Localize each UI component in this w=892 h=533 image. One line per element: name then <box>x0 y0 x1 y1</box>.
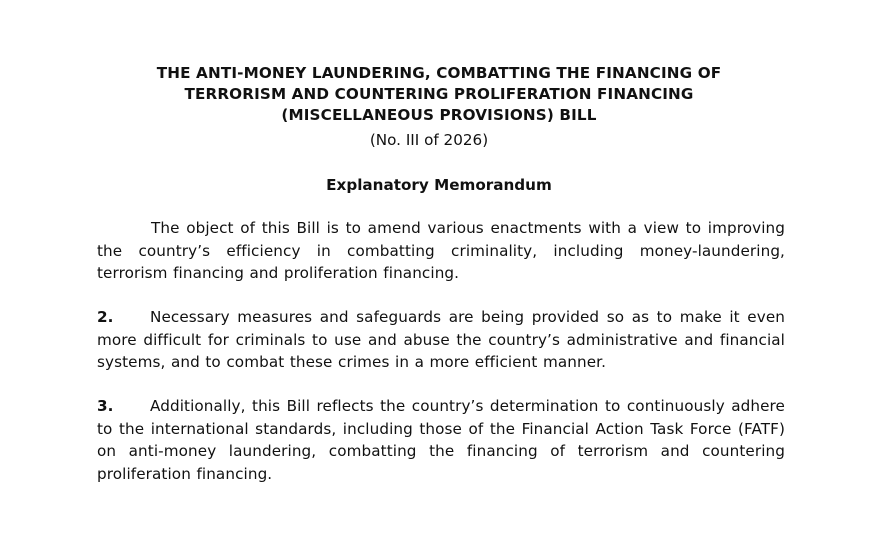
bill-title-line-1: THE ANTI-MONEY LAUNDERING, COMBATTING THE FINANCING OF <box>156 64 722 82</box>
paragraph-2 <box>97 306 785 374</box>
bill-title-line-2: TERRORISM AND COUNTERING PROLIFERATION FINANCING <box>184 85 694 103</box>
paragraph-2-text: Necessary measures and safeguards are being provided so as to make it even more difficult for criminals to use and abuse the country’s administrative and financial systems, and to combat these crimes in a more efficient manner. <box>97 308 785 371</box>
paragraph-1 <box>97 217 785 285</box>
paragraph-3-number: 3. <box>97 397 114 415</box>
bill-title <box>0 63 878 126</box>
bill-title-line-3: (MISCELLANEOUS PROVISIONS) BILL <box>281 106 597 124</box>
paragraph-2-number: 2. <box>97 308 114 326</box>
section-heading: Explanatory Memorandum <box>326 176 552 194</box>
paragraph-1-text: The object of this Bill is to amend various enactments with a view to improving the country’s efficiency in combatting criminality, including money-laundering, terrorism financing and proliferation financing. <box>97 219 785 282</box>
bill-number: (No. III of 2026) <box>369 131 489 149</box>
paragraph-3 <box>97 395 785 485</box>
paragraph-3-text: Additionally, this Bill reflects the country’s determination to continuously adhere to the international standards, including those of the Financial Action Task Force (FATF) on anti-money laundering, combatting the financing of terrorism and countering proliferation financing. <box>97 397 785 483</box>
